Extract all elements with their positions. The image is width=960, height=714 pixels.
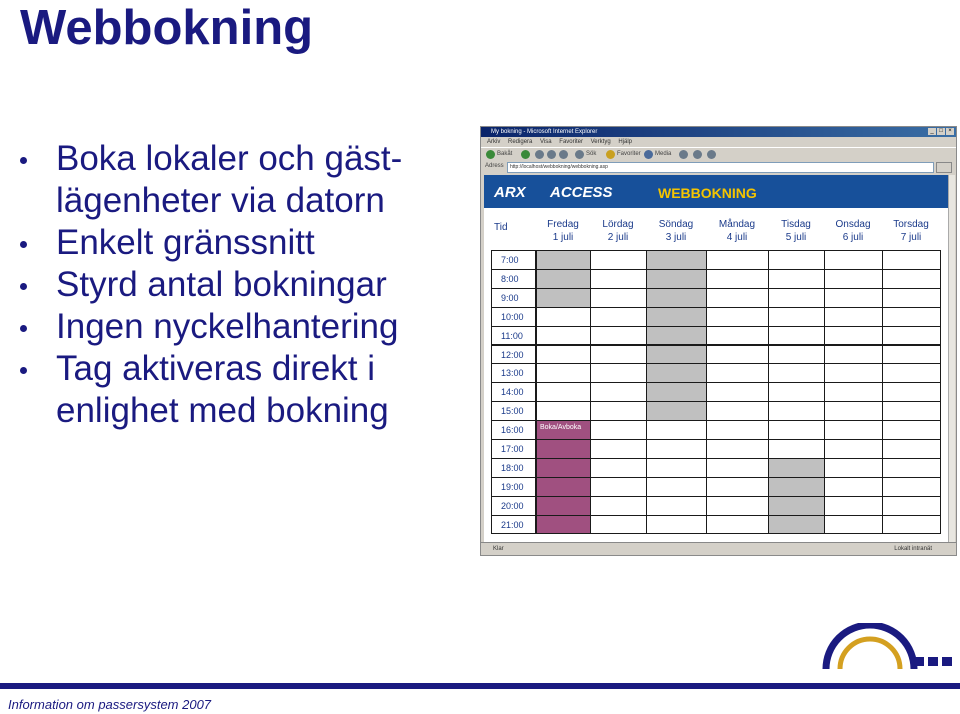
bullet-item xyxy=(18,138,470,222)
slide-title: Webbokning xyxy=(20,1,314,55)
bullet-item xyxy=(18,348,470,432)
free-slot[interactable] xyxy=(590,307,647,327)
free-slot[interactable] xyxy=(824,326,883,346)
media-label[interactable]: Media xyxy=(655,151,672,157)
booked-slot[interactable] xyxy=(536,458,591,478)
address-input[interactable]: http://localhost/webbokning/webbokning.asp xyxy=(507,162,934,173)
free-slot[interactable] xyxy=(706,382,769,402)
menu-item[interactable]: Hjälp xyxy=(618,139,633,145)
time-cell xyxy=(491,439,536,459)
refresh-icon[interactable] xyxy=(547,150,556,159)
day-header xyxy=(590,218,646,244)
time-label: 20:00 xyxy=(501,500,524,511)
day-date: 6 juli xyxy=(842,232,864,243)
address-label: Adress xyxy=(485,163,504,169)
free-slot[interactable] xyxy=(536,326,591,346)
time-cell xyxy=(491,420,536,440)
free-slot[interactable] xyxy=(646,420,707,440)
booked-slot[interactable] xyxy=(536,477,591,497)
free-slot[interactable] xyxy=(768,250,825,270)
time-cell xyxy=(491,401,536,421)
day-header xyxy=(706,218,768,244)
free-slot[interactable] xyxy=(882,401,941,421)
home-icon[interactable] xyxy=(559,150,568,159)
booked-slot[interactable] xyxy=(536,496,591,516)
browser-window xyxy=(480,126,957,556)
day-name: Fredag xyxy=(547,219,579,230)
search-label[interactable]: Sök xyxy=(586,151,597,157)
bullet-text: Enkelt gränssnitt xyxy=(56,223,315,262)
free-slot[interactable] xyxy=(590,382,647,402)
booked-slot[interactable] xyxy=(536,515,591,535)
free-slot[interactable] xyxy=(536,363,591,383)
day-header xyxy=(768,218,824,244)
free-slot[interactable] xyxy=(882,288,941,308)
free-slot[interactable] xyxy=(590,420,647,440)
arx-logo: ARX xyxy=(494,184,526,201)
vertical-scrollbar[interactable] xyxy=(948,175,955,543)
browser-toolbar xyxy=(481,147,956,162)
unavailable-slot[interactable] xyxy=(646,269,707,289)
day-name: Onsdag xyxy=(835,219,871,230)
footer-text: Information om passersystem 2007 xyxy=(8,697,212,712)
free-slot[interactable] xyxy=(590,496,647,516)
unavailable-slot[interactable] xyxy=(768,458,825,478)
time-cell xyxy=(491,382,536,402)
bullet-item xyxy=(18,306,470,348)
maximize-icon[interactable]: □ xyxy=(937,128,945,135)
free-slot[interactable] xyxy=(646,515,707,535)
time-cell xyxy=(491,363,536,383)
time-label: 12:00 xyxy=(501,349,524,360)
day-header xyxy=(882,218,940,244)
time-label: 19:00 xyxy=(501,481,524,492)
time-label: 14:00 xyxy=(501,387,524,398)
time-cell xyxy=(491,307,536,327)
free-slot[interactable] xyxy=(768,345,825,365)
free-slot[interactable] xyxy=(706,515,769,535)
free-slot[interactable] xyxy=(824,515,883,535)
browser-titlebar xyxy=(481,127,956,137)
free-slot[interactable] xyxy=(536,345,591,365)
back-icon[interactable] xyxy=(486,150,495,159)
free-slot[interactable] xyxy=(824,477,883,497)
favorites-label[interactable]: Favoriter xyxy=(617,151,641,157)
time-cell xyxy=(491,326,536,346)
day-name: Tisdag xyxy=(781,219,811,230)
free-slot[interactable] xyxy=(590,269,647,289)
free-slot[interactable] xyxy=(646,439,707,459)
free-slot[interactable] xyxy=(590,439,647,459)
free-slot[interactable] xyxy=(590,345,647,365)
menu-bar xyxy=(481,137,956,147)
day-name: Torsdag xyxy=(893,219,929,230)
free-slot[interactable] xyxy=(824,307,883,327)
day-header xyxy=(536,218,590,244)
time-cell xyxy=(491,250,536,270)
minimize-icon[interactable]: _ xyxy=(928,128,936,135)
day-date: 7 juli xyxy=(900,232,922,243)
unavailable-slot[interactable] xyxy=(646,345,707,365)
status-bar xyxy=(481,542,956,555)
free-slot[interactable] xyxy=(706,250,769,270)
free-slot[interactable] xyxy=(706,363,769,383)
bullet-text: Tag aktiveras direkt i enlighet med bokning xyxy=(56,349,389,430)
free-slot[interactable] xyxy=(882,496,941,516)
free-slot[interactable] xyxy=(706,345,769,365)
free-slot[interactable] xyxy=(646,477,707,497)
unavailable-slot[interactable] xyxy=(646,250,707,270)
unavailable-slot[interactable] xyxy=(536,250,591,270)
free-slot[interactable] xyxy=(768,363,825,383)
free-slot[interactable] xyxy=(882,326,941,346)
address-bar xyxy=(481,161,956,173)
free-slot[interactable] xyxy=(824,496,883,516)
bullet-text: Boka lokaler och gäst-lägenheter via datorn xyxy=(56,139,403,220)
free-slot[interactable] xyxy=(882,439,941,459)
free-slot[interactable] xyxy=(768,401,825,421)
favorites-icon[interactable] xyxy=(606,150,615,159)
time-label: 8:00 xyxy=(501,273,519,284)
bullet-dot-icon xyxy=(20,157,27,164)
bullet-text: Styrd antal bokningar xyxy=(56,265,387,304)
free-slot[interactable] xyxy=(824,458,883,478)
stop-icon[interactable] xyxy=(535,150,544,159)
free-slot[interactable] xyxy=(768,307,825,327)
free-slot[interactable] xyxy=(706,458,769,478)
free-slot[interactable] xyxy=(590,250,647,270)
free-slot[interactable] xyxy=(882,515,941,535)
unavailable-slot[interactable] xyxy=(646,307,707,327)
free-slot[interactable] xyxy=(536,401,591,421)
access-logo: ACCESS xyxy=(550,184,613,201)
tid-header: Tid xyxy=(494,222,508,233)
bullet-dot-icon xyxy=(20,283,27,290)
day-header xyxy=(824,218,882,244)
time-cell xyxy=(491,288,536,308)
free-slot[interactable] xyxy=(824,363,883,383)
mail-icon[interactable] xyxy=(693,150,702,159)
time-label: 11:00 xyxy=(501,330,523,341)
free-slot[interactable] xyxy=(768,269,825,289)
booked-slot[interactable] xyxy=(536,439,591,459)
free-slot[interactable] xyxy=(536,307,591,327)
unavailable-slot[interactable] xyxy=(646,382,707,402)
free-slot[interactable] xyxy=(706,439,769,459)
time-cell xyxy=(491,496,536,516)
free-slot[interactable] xyxy=(768,420,825,440)
time-cell xyxy=(491,345,536,365)
free-slot[interactable] xyxy=(768,439,825,459)
time-label: 17:00 xyxy=(501,444,524,454)
booked-slot[interactable] xyxy=(536,420,591,440)
unavailable-slot[interactable] xyxy=(768,477,825,497)
forward-icon[interactable] xyxy=(521,150,530,159)
free-slot[interactable] xyxy=(824,420,883,440)
print-icon[interactable] xyxy=(707,150,716,159)
time-label: 7:00 xyxy=(501,255,519,265)
time-label: 15:00 xyxy=(501,406,524,417)
time-cell xyxy=(491,269,536,289)
unavailable-slot[interactable] xyxy=(536,288,591,308)
free-slot[interactable] xyxy=(882,269,941,289)
bullet-list xyxy=(18,138,470,432)
app-banner xyxy=(484,175,950,208)
free-slot[interactable] xyxy=(706,477,769,497)
free-slot[interactable] xyxy=(768,382,825,402)
free-slot[interactable] xyxy=(824,439,883,459)
bullet-dot-icon xyxy=(20,241,27,248)
window-controls xyxy=(928,128,954,135)
free-slot[interactable] xyxy=(646,496,707,516)
time-label: 21:00 xyxy=(501,519,524,530)
free-slot[interactable] xyxy=(590,326,647,346)
search-icon[interactable] xyxy=(575,150,584,159)
free-slot[interactable] xyxy=(706,326,769,346)
bullet-dot-icon xyxy=(20,325,27,332)
free-slot[interactable] xyxy=(706,420,769,440)
menu-item[interactable]: Visa xyxy=(540,139,552,145)
bullet-item xyxy=(18,264,470,306)
day-date: 5 juli xyxy=(785,232,807,243)
menu-item[interactable]: Arkiv xyxy=(487,139,501,145)
time-label: 13:00 xyxy=(501,368,524,379)
day-date: 3 juli xyxy=(665,232,687,243)
time-label: 18:00 xyxy=(501,462,524,473)
free-slot[interactable] xyxy=(706,269,769,289)
footer-divider xyxy=(0,683,960,689)
time-label: 16:00 xyxy=(501,425,524,436)
day-name: Lördag xyxy=(602,219,634,230)
menu-item[interactable]: Redigera xyxy=(508,139,533,145)
unavailable-slot[interactable] xyxy=(646,326,707,346)
window-title: My bokning - Microsoft Internet Explorer xyxy=(491,129,598,135)
bullet-text: Ingen nyckelhantering xyxy=(56,307,399,346)
free-slot[interactable] xyxy=(882,250,941,270)
free-slot[interactable] xyxy=(706,288,769,308)
free-slot[interactable] xyxy=(590,515,647,535)
free-slot[interactable] xyxy=(590,363,647,383)
history-icon[interactable] xyxy=(679,150,688,159)
bullet-item xyxy=(18,222,470,264)
day-date: 4 juli xyxy=(726,232,748,243)
back-label[interactable]: Bakåt xyxy=(497,151,513,157)
free-slot[interactable] xyxy=(824,269,883,289)
free-slot[interactable] xyxy=(824,382,883,402)
zone-text: Lokalt intranät xyxy=(894,546,932,552)
free-slot[interactable] xyxy=(590,288,647,308)
free-slot[interactable] xyxy=(706,496,769,516)
time-cell xyxy=(491,515,536,535)
free-slot[interactable] xyxy=(882,458,941,478)
menu-item[interactable]: Favoriter xyxy=(559,139,583,145)
app-heading: WEBBOKNING xyxy=(658,185,757,201)
free-slot[interactable] xyxy=(882,363,941,383)
page-viewport xyxy=(484,175,950,543)
unavailable-slot[interactable] xyxy=(536,269,591,289)
free-slot[interactable] xyxy=(706,307,769,327)
menu-item[interactable]: Verktyg xyxy=(590,139,611,145)
free-slot[interactable] xyxy=(706,401,769,421)
day-date: 1 juli xyxy=(552,232,574,243)
free-slot[interactable] xyxy=(768,326,825,346)
company-logo-icon xyxy=(820,623,956,675)
free-slot[interactable] xyxy=(590,477,647,497)
status-text: Klar xyxy=(493,546,504,552)
free-slot[interactable] xyxy=(882,477,941,497)
day-date: 2 juli xyxy=(607,232,629,243)
unavailable-slot[interactable] xyxy=(646,288,707,308)
booking-label[interactable]: Boka/Avboka xyxy=(540,424,582,432)
free-slot[interactable] xyxy=(882,420,941,440)
unavailable-slot[interactable] xyxy=(646,401,707,421)
free-slot[interactable] xyxy=(536,382,591,402)
close-icon[interactable]: × xyxy=(946,128,954,135)
free-slot[interactable] xyxy=(824,345,883,365)
free-slot[interactable] xyxy=(824,250,883,270)
time-cell xyxy=(491,477,536,497)
media-icon[interactable] xyxy=(644,150,653,159)
free-slot[interactable] xyxy=(882,382,941,402)
free-slot[interactable] xyxy=(590,401,647,421)
free-slot[interactable] xyxy=(882,307,941,327)
unavailable-slot[interactable] xyxy=(768,496,825,516)
free-slot[interactable] xyxy=(824,401,883,421)
time-label: 9:00 xyxy=(501,292,519,303)
day-name: Måndag xyxy=(718,219,756,230)
time-cell xyxy=(491,458,536,478)
free-slot[interactable] xyxy=(768,288,825,308)
time-label: 10:00 xyxy=(501,311,524,322)
day-name: Söndag xyxy=(658,219,694,230)
go-button[interactable] xyxy=(936,162,952,173)
bullet-dot-icon xyxy=(20,367,27,374)
free-slot[interactable] xyxy=(590,458,647,478)
free-slot[interactable] xyxy=(646,458,707,478)
free-slot[interactable] xyxy=(824,288,883,308)
unavailable-slot[interactable] xyxy=(768,515,825,535)
free-slot[interactable] xyxy=(882,345,941,365)
unavailable-slot[interactable] xyxy=(646,363,707,383)
day-header xyxy=(646,218,706,244)
